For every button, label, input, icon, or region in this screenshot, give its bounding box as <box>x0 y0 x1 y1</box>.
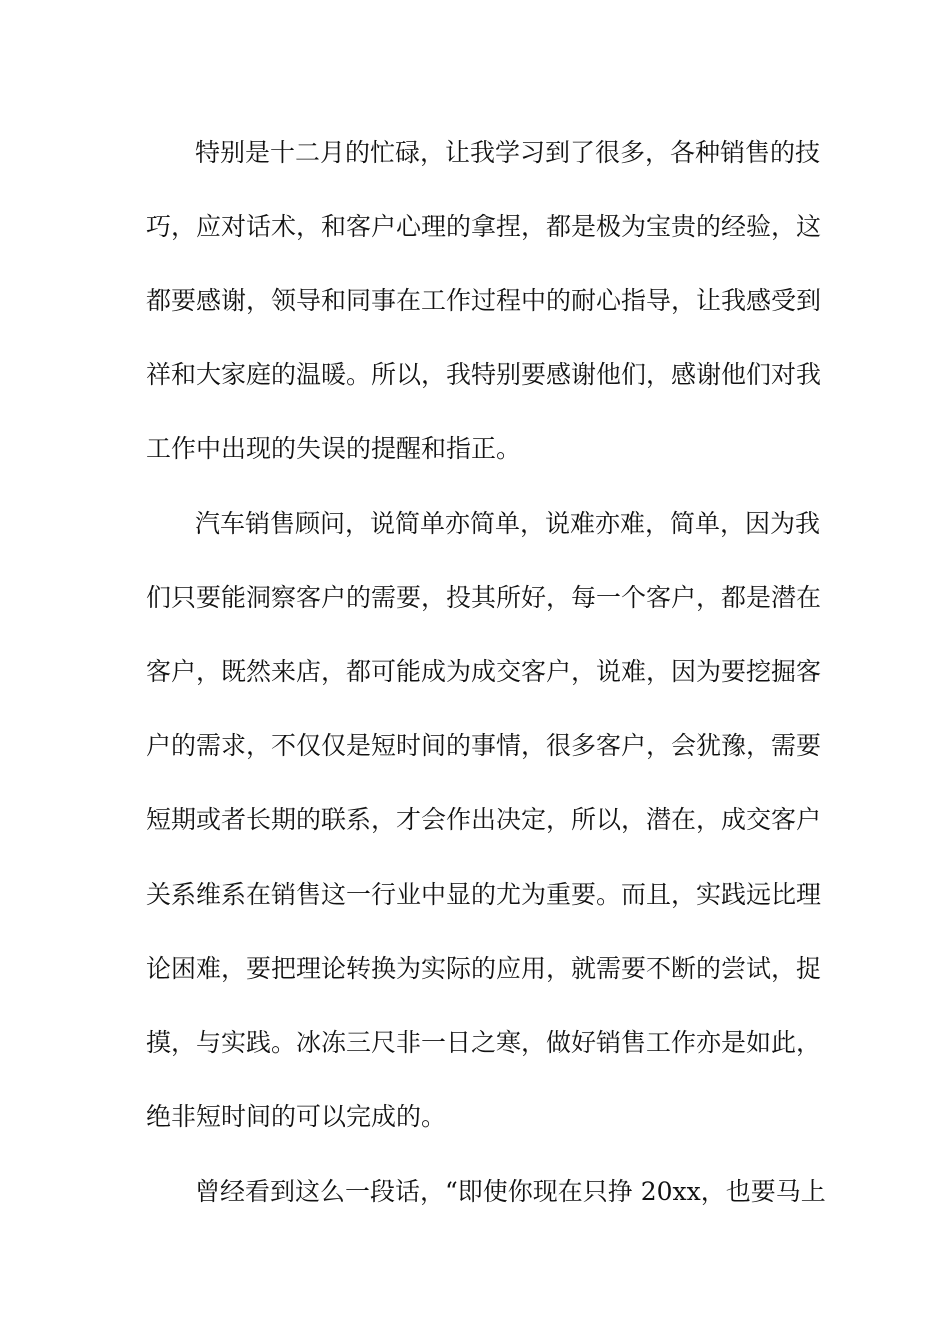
paragraph-2-line-7: 论困难，要把理论转换为实际的应用，就需要不断的尝试，捉 <box>146 954 822 983</box>
paragraph-2-line-2: 们只要能洞察客户的需要，投其所好，每一个客户，都是潜在 <box>146 583 822 612</box>
paragraph-3-line-1: 曾经看到这么一段话，“即使你现在只挣 20xx，也要马上 <box>195 1177 826 1206</box>
paragraph-1-line-2: 巧，应对话术，和客户心理的拿捏，都是极为宝贵的经验，这 <box>146 212 822 241</box>
paragraph-2-line-9: 绝非短时间的可以完成的。 <box>146 1102 447 1131</box>
paragraph-2-line-4: 户的需求，不仅仅是短时间的事情，很多客户，会犹豫，需要 <box>146 731 822 760</box>
paragraph-1-line-3: 都要感谢，领导和同事在工作过程中的耐心指导，让我感受到 <box>146 286 822 315</box>
paragraph-1-line-1: 特别是十二月的忙碌，让我学习到了很多，各种销售的技 <box>195 138 821 167</box>
paragraph-2-line-3: 客户，既然来店，都可能成为成交客户，说难，因为要挖掘客 <box>146 657 822 686</box>
paragraph-2-line-6: 关系维系在销售这一行业中显的尤为重要。而且，实践远比理 <box>146 880 822 909</box>
paragraph-1-line-4: 祥和大家庭的温暖。所以，我特别要感谢他们，感谢他们对我 <box>146 360 822 389</box>
paragraph-2-line-8: 摸，与实践。冰冻三尺非一日之寒，做好销售工作亦是如此， <box>146 1028 822 1057</box>
paragraph-2-line-5: 短期或者长期的联系，才会作出决定，所以，潜在，成交客户 <box>146 805 822 834</box>
paragraph-2-line-1: 汽车销售顾问，说简单亦简单，说难亦难，简单，因为我 <box>195 509 821 538</box>
paragraph-1-line-5: 工作中出现的失误的提醒和指正。 <box>146 434 522 463</box>
